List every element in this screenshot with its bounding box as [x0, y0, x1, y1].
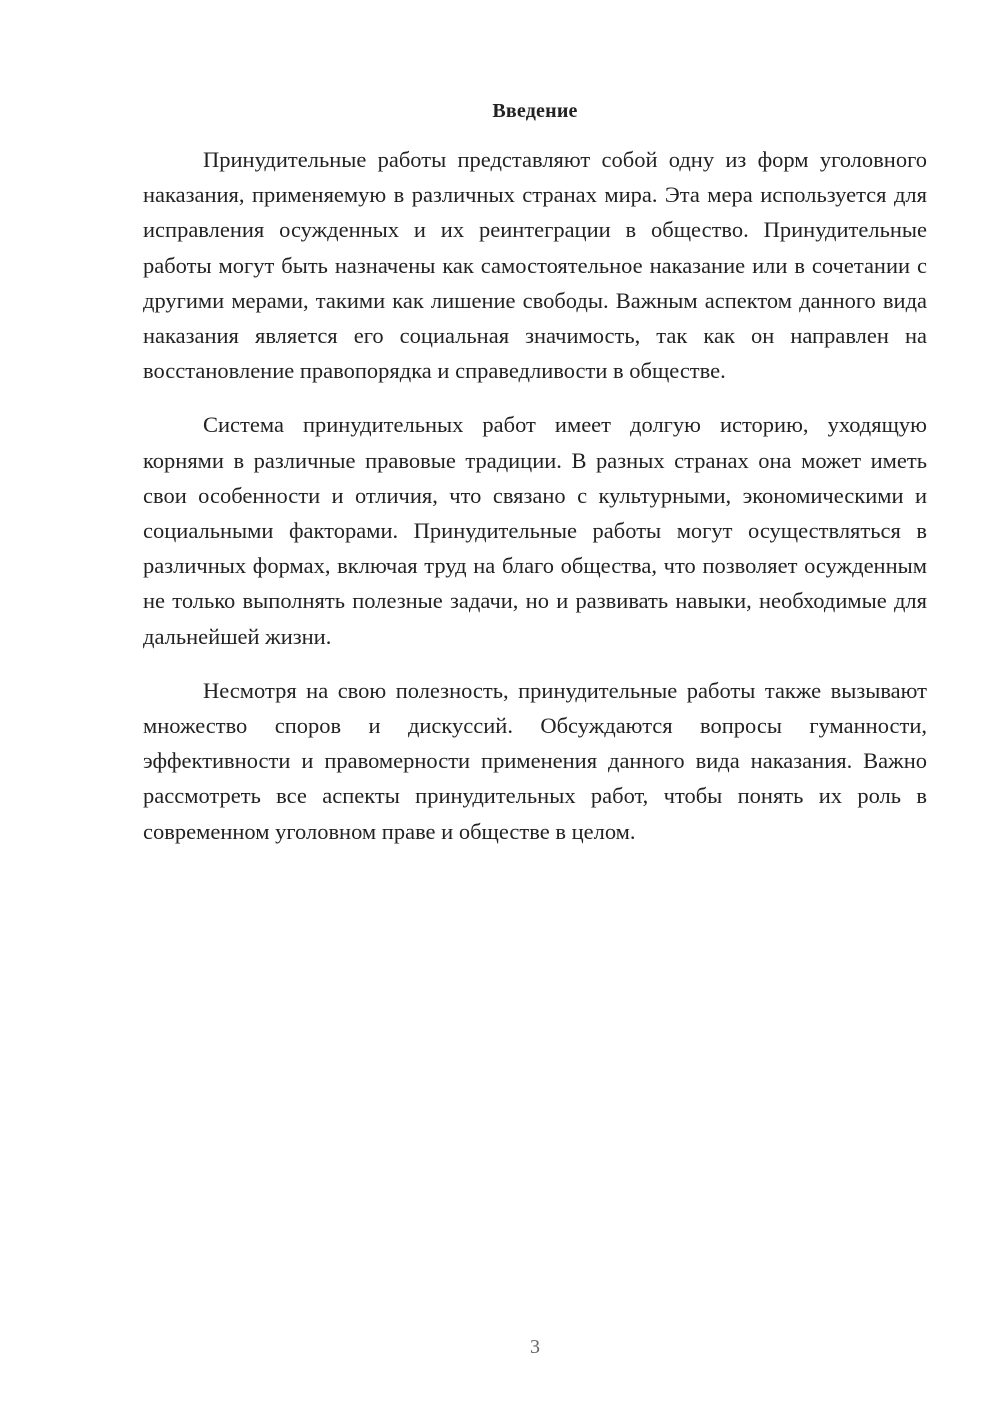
paragraph-3: Несмотря на свою полезность, принудительные работы также вызывают множество споров и дискуссий. Обсуждаются вопросы гуманности, эффективности и правомерности применения данного вида наказания. Важно рассмотреть все аспекты принудительных работ, чтобы понять их роль в современном уголовном праве и обществе в целом. [143, 677, 927, 844]
paragraph-2: Система принудительных работ имеет долгую историю, уходящую корнями в различные правовые традиции. В разных странах она может иметь свои особенности и отличия, что связано с культурными, экономическими и социальными факторами. Принудительные работы могут осуществляться в различных формах, включая труд на благо общества, что позволяет осужденным не только выполнять полезные задачи, но и развивать навыки, необходимые для дальнейшей жизни. [143, 412, 927, 649]
body-text [143, 142, 927, 849]
paragraph-1: Принудительные работы представляют собой одну из форм уголовного наказания, применяемую в различных странах мира. Эта мера используется для исправления осужденных и их реинтеграции в общество. Принудительные работы могут быть назначены как самостоятельное наказание или в сочетании с другими мерами, такими как лишение свободы. Важным аспектом данного вида наказания является его социальная значимость, так как он направлен на восстановление правопорядка и справедливости в обществе. [143, 147, 927, 384]
page-number: 3 [530, 1336, 540, 1358]
section-heading: Введение [492, 100, 578, 122]
